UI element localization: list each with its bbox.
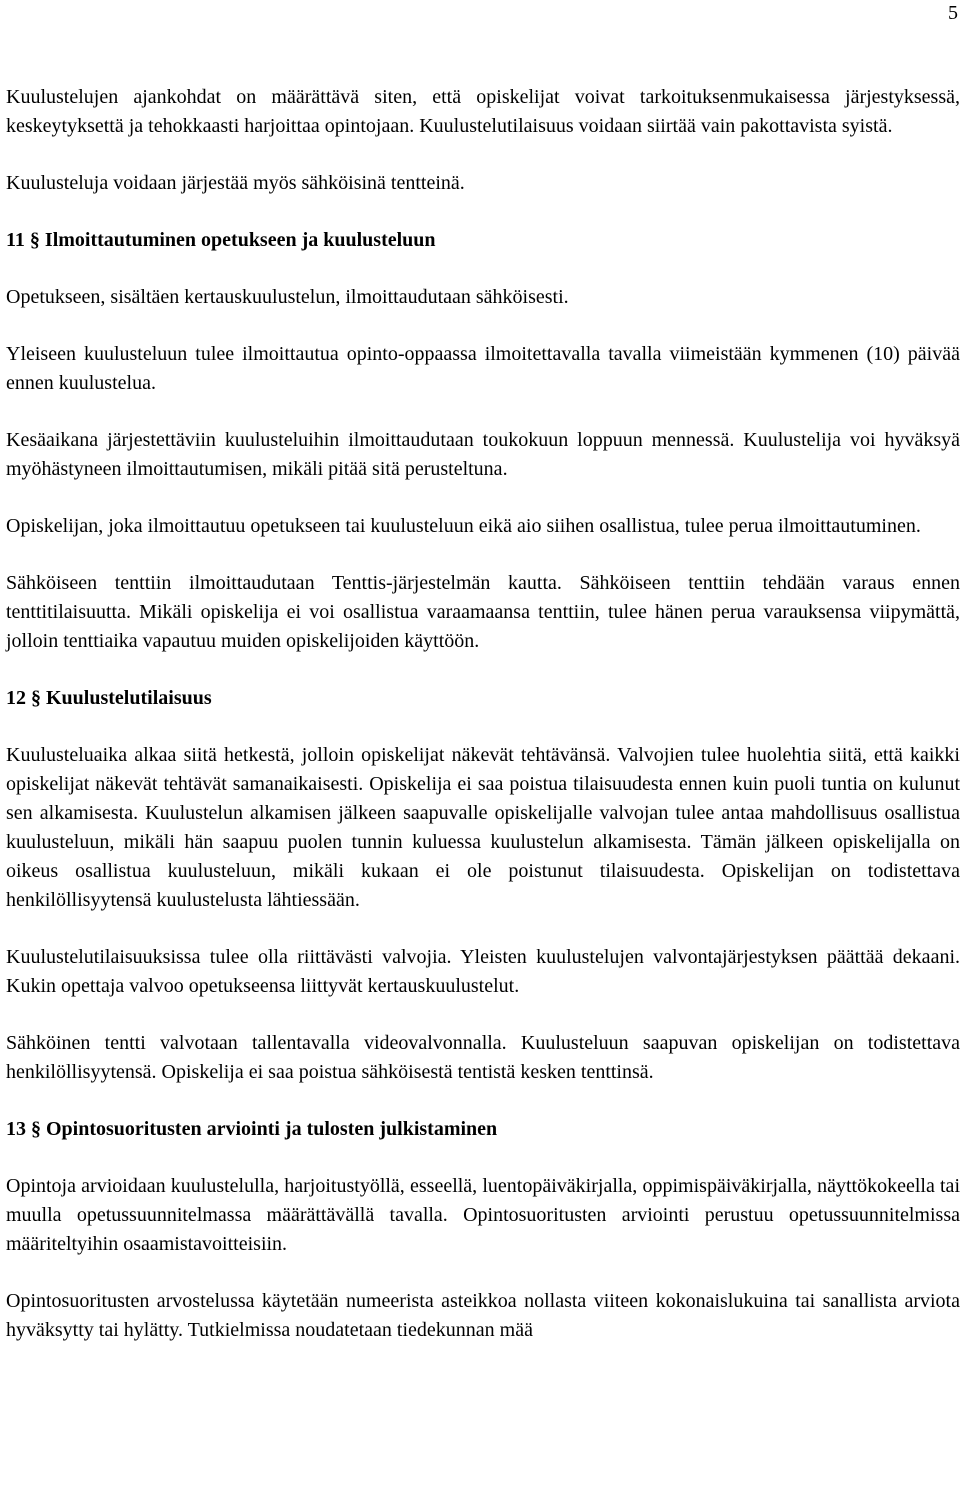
paragraph: Opiskelijan, joka ilmoittautuu opetukseen tai kuulusteluun eikä aio siihen osallistua, tulee perua ilmoittautuminen.: [6, 515, 921, 537]
section-title: Ilmoittautuminen opetukseen ja kuulusteluun: [44, 229, 436, 251]
paragraph: Opetukseen, sisältäen kertauskuulustelun, ilmoittaudutaan sähköisesti.: [6, 286, 569, 308]
page-number: 5: [948, 2, 958, 24]
section-sign: §: [31, 1118, 41, 1140]
section-heading-13: [6, 1115, 960, 1144]
paragraph: Kuulusteluaika alkaa siitä hetkestä, jolloin opiskelijat näkevät tehtävänsä. Valvojien tulee huolehtia siitä, että kaikki opiskelijat näkevät tehtävät samanaikaisesti. Opiskelija ei saa poistua tilaisuudesta ennen kuin puoli tuntia on kulunut sen alkamisesta. Kuulustelun alkamisen jälkeen saapuvalle opiskelijalle valvojan tulee antaa mahdollisuus osallistua kuulusteluun, mikäli hän saapuu puolen tunnin kuluessa kuulustelun alkamisesta. Tämän jälkeen opiskelijalla on oikeus osallistua kuulusteluun, mikäli kukaan ei ole poistunut tilaisuudesta. Opiskelijan on todistettava henkilöllisyytensä kuulustelusta lähtiessään.: [6, 744, 960, 911]
paragraph: Kuulusteluja voidaan järjestää myös sähköisinä tentteinä.: [6, 172, 465, 194]
paragraph: Sähköiseen tenttiin ilmoittaudutaan Tenttis-järjestelmän kautta. Sähköiseen tenttiin tehdään varaus ennen tenttitilaisuutta. Mikäli opiskelija ei voi osallistua varaamaansa tenttiin, tulee hänen perua varauksensa viipymättä, jolloin tenttiaika vapautuu muiden opiskelijoiden käyttöön.: [6, 572, 960, 652]
paragraph: Opintoja arvioidaan kuulustelulla, harjoitustyöllä, esseellä, luentopäiväkirjalla, oppimispäiväkirjalla, näyttökokeella tai muulla opetussuunnitelmassa määrättävällä tavalla. Opintosuoritusten arviointi perustuu opetussuunnitelmissa määriteltyihin osaamistavoitteisiin.: [6, 1175, 960, 1255]
section-title: Opintosuoritusten arviointi ja tulosten julkistaminen: [46, 1118, 498, 1140]
section-title: Kuulustelutilaisuus: [46, 687, 212, 709]
document-body: [6, 83, 960, 1345]
paragraph: Yleiseen kuulusteluun tulee ilmoittautua opinto-oppaassa ilmoitettavalla tavalla viimeistään kymmenen (10) päivää ennen kuulustelua.: [6, 343, 960, 394]
section-number: 11: [6, 229, 25, 251]
section-number: 12: [6, 687, 26, 709]
paragraph: Kuulustelutilaisuuksissa tulee olla riittävästi valvojia. Yleisten kuulustelujen valvontajärjestyksen päättää dekaani. Kukin opettaja valvoo opetukseensa liittyvät kertauskuulustelut.: [6, 946, 960, 997]
section-sign: §: [31, 687, 41, 709]
section-number: 13: [6, 1118, 26, 1140]
paragraph: Kesäaikana järjestettäviin kuulusteluihin ilmoittaudutaan toukokuun loppuun mennessä. Kuulustelija voi hyväksyä myöhästyneen ilmoittautumisen, mikäli pitää sitä perusteltuna.: [6, 429, 960, 480]
section-sign: §: [29, 229, 40, 251]
section-heading-11: [6, 226, 960, 255]
paragraph: Opintosuoritusten arvostelussa käytetään numeerista asteikkoa nollasta viiteen kokonaislukuina tai sanallista arviota hyväksytty tai hylätty. Tutkielmissa noudatetaan tiedekunnan mää: [6, 1290, 960, 1341]
section-heading-12: [6, 684, 960, 713]
paragraph: Sähköinen tentti valvotaan tallentavalla videovalvonnalla. Kuulusteluun saapuvan opiskelijan on todistettava henkilöllisyytensä. Opiskelija ei saa poistua sähköisestä tentistä kesken tenttinsä.: [6, 1032, 960, 1083]
paragraph: Kuulustelujen ajankohdat on määrättävä siten, että opiskelijat voivat tarkoituksenmukaisessa järjestyksessä, keskeytyksettä ja tehokkaasti harjoittaa opintojaan. Kuulustelutilaisuus voidaan siirtää vain pakottavista syistä.: [6, 86, 960, 137]
